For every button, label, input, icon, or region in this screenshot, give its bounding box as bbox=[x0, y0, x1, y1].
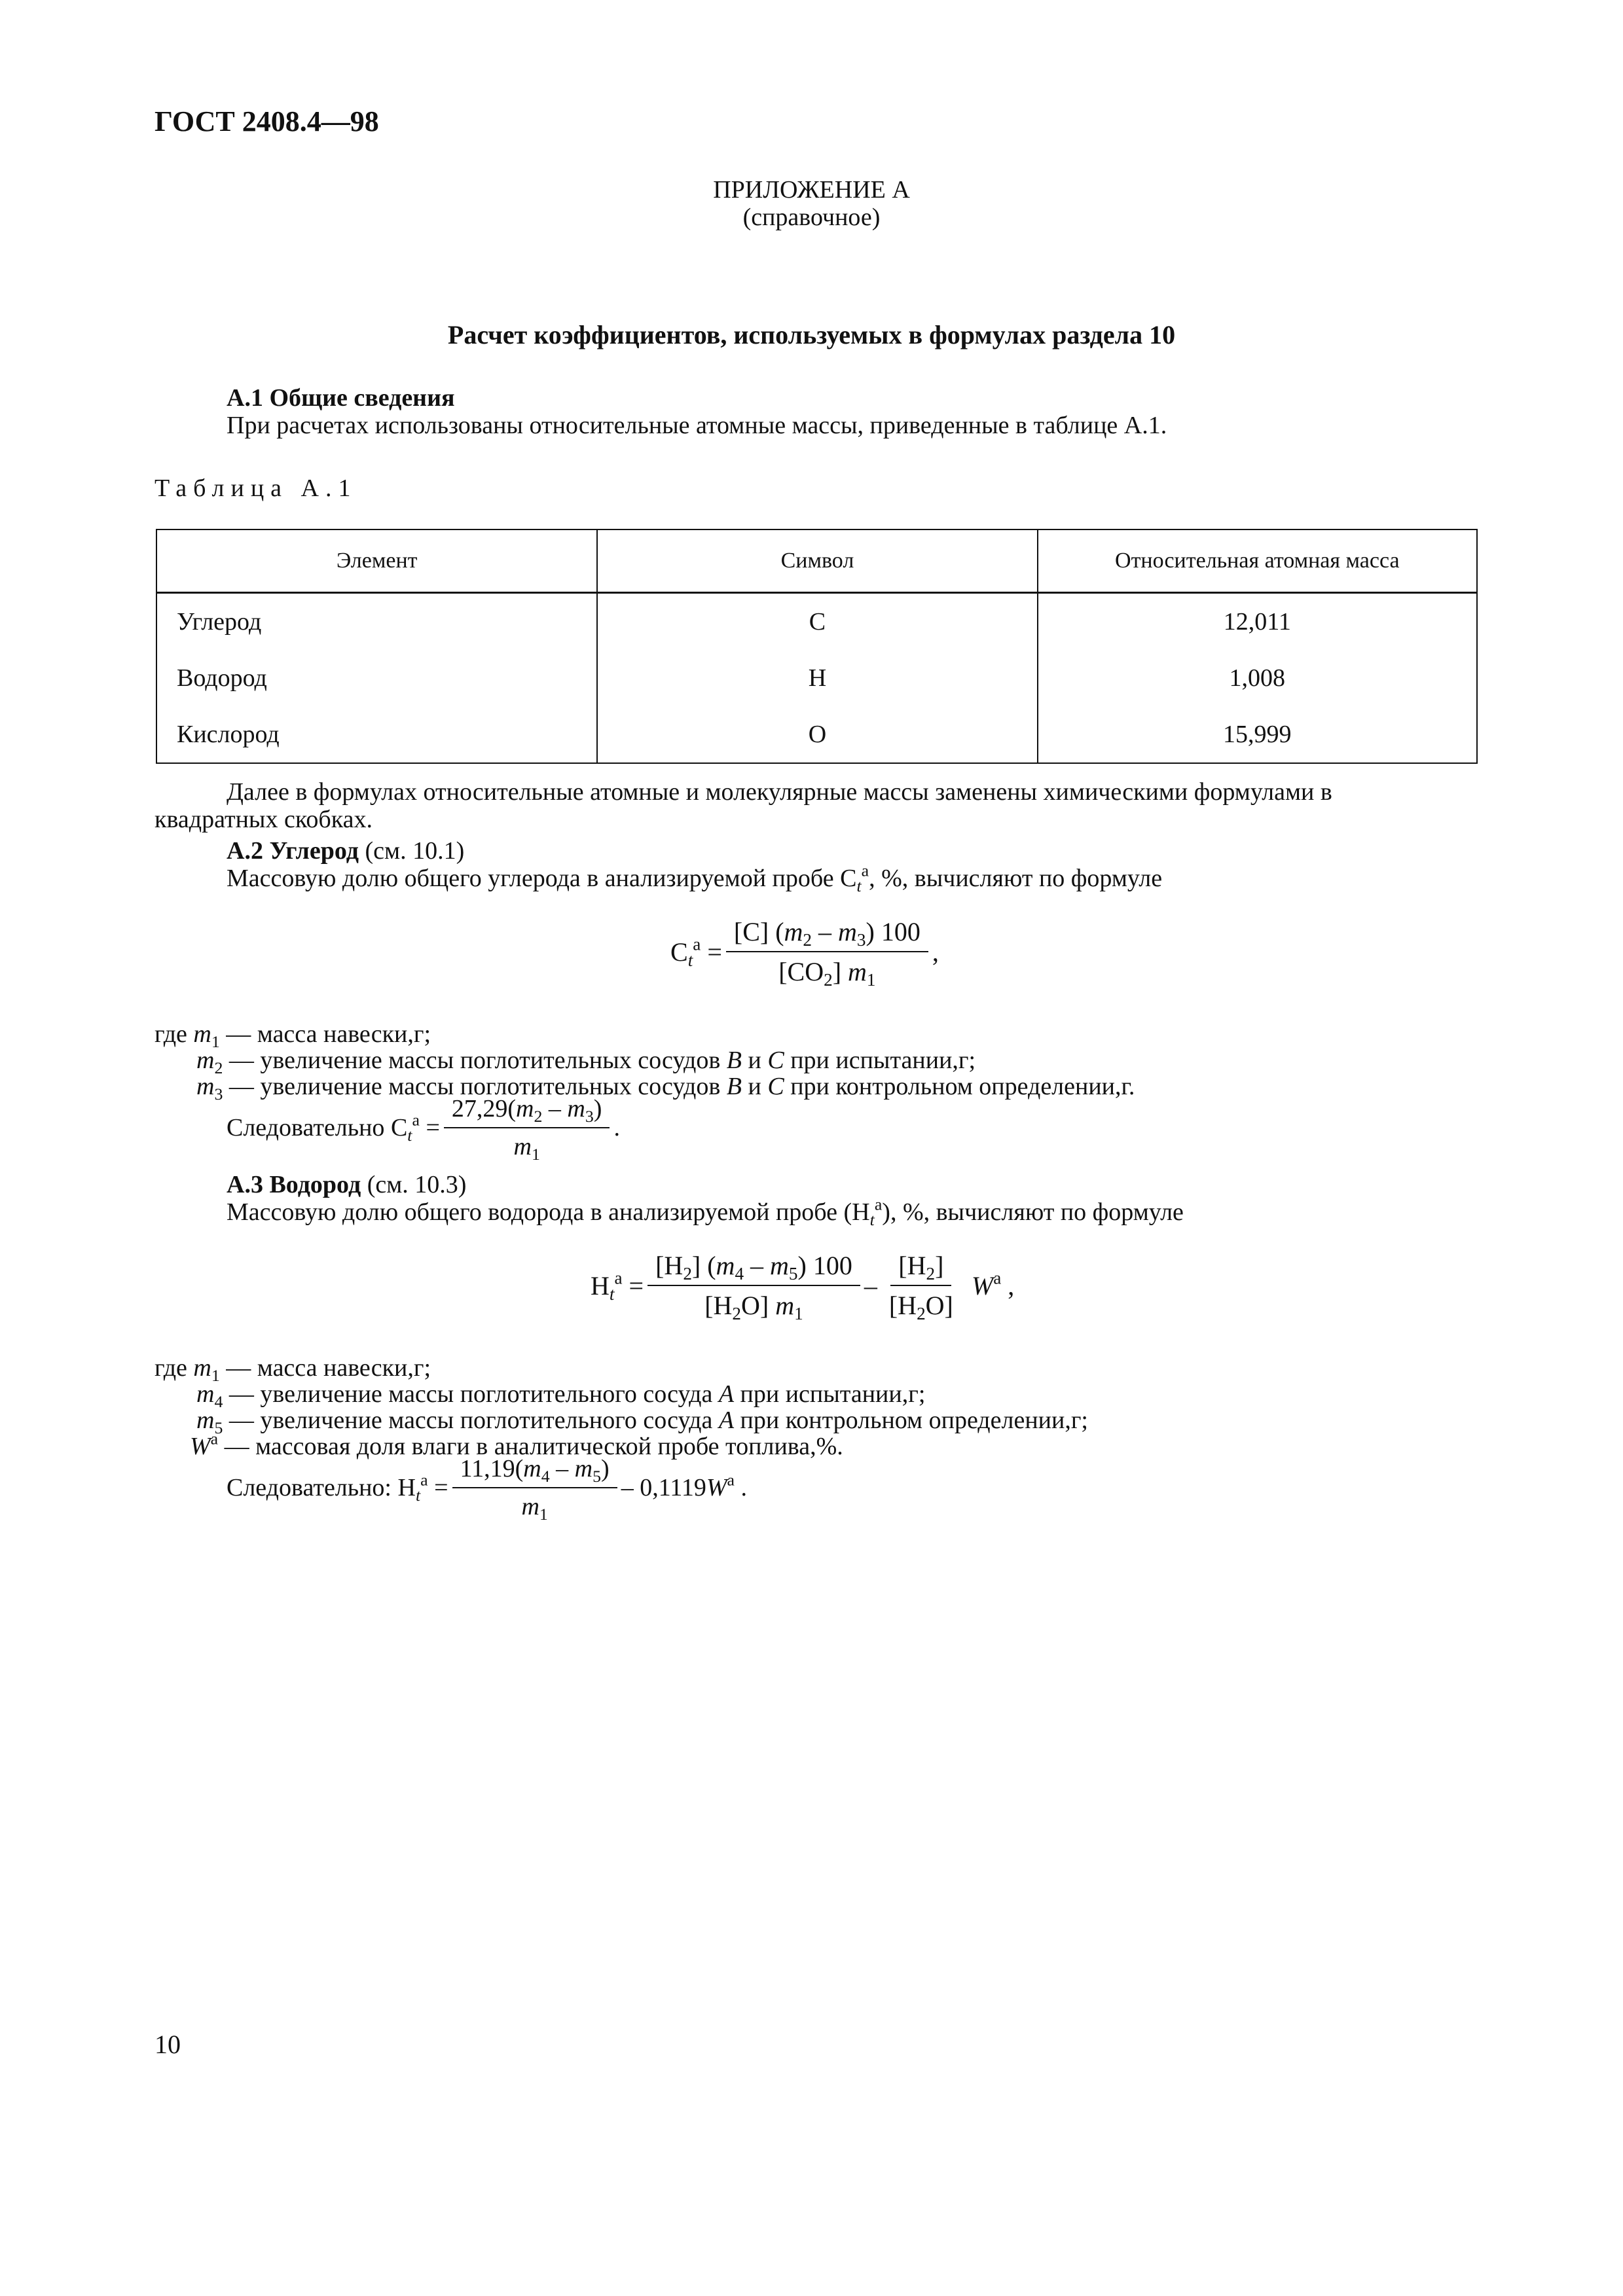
table-row bbox=[156, 593, 1477, 651]
element-cell: Кислород bbox=[156, 706, 597, 763]
column-header: Элемент bbox=[156, 529, 597, 593]
section-a3-heading-line bbox=[227, 1172, 466, 1198]
hydrogen-def-m1: где $m_1$ — масса навески,г; bbox=[155, 1354, 431, 1385]
annex-title: ПРИЛОЖЕНИЕ А bbox=[713, 176, 910, 204]
hydrogen-def-w: $W^a$ — массовая доля влаги в аналитической пробе топлива,%. bbox=[190, 1429, 843, 1460]
table-row bbox=[156, 650, 1477, 706]
element-cell: Углерод bbox=[156, 593, 597, 651]
section-a3-heading: А.3 Водород bbox=[227, 1171, 361, 1198]
mass-cell: 1,008 bbox=[1038, 650, 1477, 706]
symbol-cell: H bbox=[597, 650, 1037, 706]
mass-cell: 15,999 bbox=[1038, 706, 1477, 763]
page-number: 10 bbox=[155, 2030, 181, 2059]
section-a3-intro: Массовую долю общего водорода в анализируемой пробе $(H_t^a)$, %, вычисляют по формуле bbox=[227, 1194, 1184, 1229]
column-header: Относительная атомная масса bbox=[1038, 529, 1477, 593]
hydrogen-formula: $H_t^a$ = $\frac{[H_2] (m_4 - m_5) 100}{[H_2O] m_1}$ – $\frac{[H_2]}{[H_2O]}$ $W^a$ , bbox=[591, 1251, 1015, 1324]
section-a3-ref: (см. 10.3) bbox=[367, 1171, 467, 1198]
table-caption: Таблица А.1 bbox=[155, 475, 357, 502]
standard-number: ГОСТ 2408.4—98 bbox=[155, 105, 379, 137]
after-table-line2: квадратных скобках. bbox=[155, 806, 373, 833]
symbol-cell: O bbox=[597, 706, 1037, 763]
section-a2-intro: Массовую долю общего углерода в анализируемой пробе $C_t^a$, %, вычисляют по формуле bbox=[227, 861, 1163, 895]
carbon-result: Следовательно $C_t^a$ = $\frac{27,29(m_2 - m_3)}{m_1}$ . bbox=[227, 1095, 620, 1164]
element-cell: Водород bbox=[156, 650, 597, 706]
column-header: Символ bbox=[597, 529, 1037, 593]
hydrogen-def-m4: $m_4$ — увеличение массы поглотительного сосуда A при испытании,г; bbox=[196, 1380, 926, 1411]
hydrogen-def-m5: $m_5$ — увеличение массы поглотительного сосуда A при контрольном определении,г; bbox=[196, 1407, 1088, 1437]
section-a2-heading: А.2 Углерод bbox=[227, 837, 359, 865]
carbon-def-m1: где $m_1$ — масса навески,г; bbox=[155, 1020, 431, 1051]
symbol-cell: C bbox=[597, 593, 1037, 651]
table-header-row bbox=[156, 529, 1477, 593]
section-a1-heading: А.1 Общие сведения bbox=[227, 384, 455, 412]
section-a1-text: При расчетах использованы относительные атомные массы, приведенные в таблице А.1. bbox=[227, 412, 1167, 439]
carbon-def-m2: $m_2$ — увеличение массы поглотительных сосудов B и C при испытании,г; bbox=[196, 1047, 976, 1077]
carbon-formula: $C_t^a$ = $\frac{[C] (m_2 - m_3) 100}{[CO_2] m_1}$ , bbox=[670, 917, 939, 990]
document-title: Расчет коэффициентов, используемых в формулах раздела 10 bbox=[447, 320, 1176, 350]
mass-cell: 12,011 bbox=[1038, 593, 1477, 651]
atomic-mass-table bbox=[156, 529, 1478, 764]
carbon-def-m3: $m_3$ — увеличение массы поглотительных сосудов B и C при контрольном определении,г. bbox=[196, 1073, 1135, 1103]
hydrogen-result: Следовательно: $H_t^a$ = $\frac{11,19(m_4 - m_5)}{m_1}$ – $0,1119W^a$ . bbox=[227, 1455, 748, 1524]
section-a2-heading-line bbox=[227, 838, 464, 864]
after-table-line1: Далее в формулах относительные атомные и молекулярные массы заменены химическими формулами в bbox=[227, 778, 1332, 806]
table-row bbox=[156, 706, 1477, 763]
section-a2-ref: (см. 10.1) bbox=[365, 837, 465, 865]
annex-note: (справочное) bbox=[742, 204, 881, 231]
